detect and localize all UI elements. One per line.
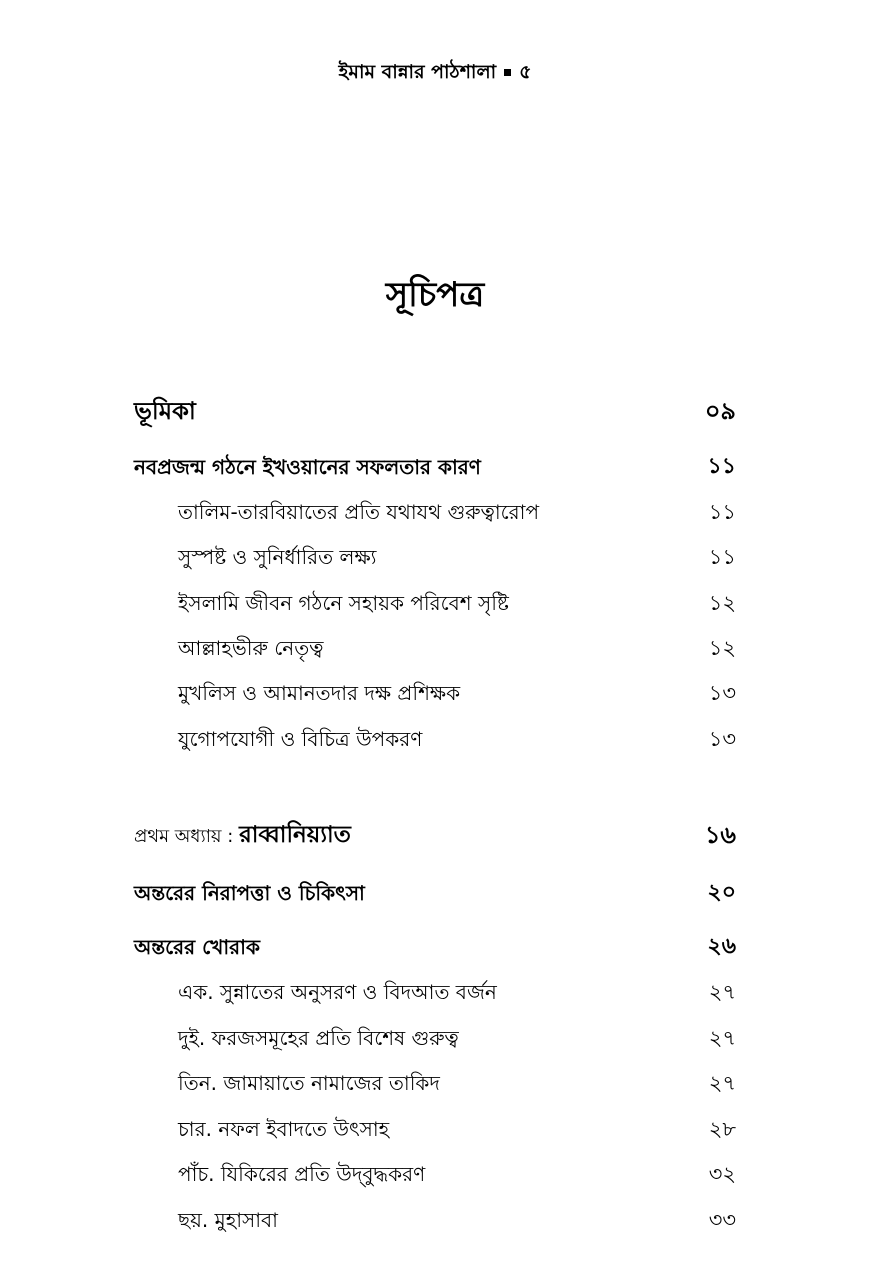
- toc-subentry[interactable]: [0, 1112, 870, 1146]
- toc-subentry[interactable]: [0, 1203, 870, 1237]
- toc-entry-page: ১১: [707, 454, 736, 479]
- toc-entry-page: ২০: [707, 880, 736, 905]
- toc-chapter-label: [134, 818, 351, 854]
- toc-subentry-page: ২৮: [708, 1117, 736, 1141]
- chapter-prefix: প্রথম অধ্যায় :: [134, 826, 234, 847]
- toc-entry-label: অন্তরের নিরাপত্তা ও চিকিৎসা: [134, 881, 365, 905]
- chapter-title: রাব্বানিয়্যাত: [239, 822, 351, 848]
- toc-subentry-page: ১১: [708, 500, 736, 524]
- toc-subentry-label: চার. নফল ইবাদতে উৎসাহ: [178, 1117, 390, 1141]
- toc-subentry-label: তিন. জামায়াতে নামাজের তাকিদ: [178, 1071, 440, 1095]
- toc-subentry-label: দুই. ফরজসমূহের প্রতি বিশেষ গুরুত্ব: [178, 1026, 459, 1050]
- toc-subentry-label: সুস্পষ্ট ও সুনির্ধারিত লক্ষ্য: [178, 545, 377, 569]
- toc-subentry[interactable]: [0, 975, 870, 1009]
- toc-entry-label: অন্তরের খোরাক: [134, 935, 260, 959]
- toc-subentry[interactable]: [0, 631, 870, 665]
- toc-subentry[interactable]: [0, 722, 870, 756]
- toc-subentry-page: ১৩: [708, 727, 736, 751]
- toc-subentry[interactable]: [0, 1066, 870, 1100]
- toc-entry-chapter-1[interactable]: [0, 818, 870, 852]
- toc-subentry[interactable]: [0, 495, 870, 529]
- toc-entry-page: ২৬: [707, 934, 736, 959]
- toc-subentry-page: ৩৩: [708, 1208, 736, 1232]
- toc-subentry-page: ১২: [708, 591, 736, 615]
- toc-subentry-page: ২৭: [708, 980, 736, 1004]
- toc-entry-section-3[interactable]: [0, 930, 870, 964]
- toc-subentry-page: ২৭: [708, 1071, 736, 1095]
- toc-subentry[interactable]: [0, 1157, 870, 1191]
- toc-subentry-label: তালিম-তারবিয়াতের প্রতি যথাযথ গুরুত্বারোপ: [178, 500, 540, 524]
- toc-entry-label: নবপ্রজন্ম গঠনে ইখওয়ানের সফলতার কারণ: [134, 455, 481, 479]
- toc-entry-page: ১৬: [704, 821, 736, 849]
- toc-subentry[interactable]: [0, 540, 870, 574]
- header-page-number: ৫: [519, 61, 532, 83]
- toc-subentry-label: মুখলিস ও আমানতদার দক্ষ প্রশিক্ষক: [178, 681, 461, 705]
- toc-subentry-label: আল্লাহভীরু নেতৃত্ব: [178, 636, 324, 660]
- toc-subentry-page: ১৩: [708, 681, 736, 705]
- toc-subentry-page: ১২: [708, 636, 736, 660]
- toc-entry-label: ভূমিকা: [134, 397, 196, 425]
- page-title: সূচিপত্র: [385, 275, 485, 315]
- toc-subentry-label: ছয়. মুহাসাবা: [178, 1208, 278, 1232]
- book-title: ইমাম বান্নার পাঠশালা: [338, 61, 497, 83]
- toc-subentry-page: ১১: [708, 545, 736, 569]
- toc-subentry[interactable]: [0, 1021, 870, 1055]
- toc-entry-section-1[interactable]: [0, 450, 870, 484]
- toc-subentry-label: পাঁচ. যিকিরের প্রতি উদ্‌বুদ্ধকরণ: [178, 1162, 426, 1186]
- toc-entry-section-2[interactable]: [0, 876, 870, 910]
- toc-subentry[interactable]: [0, 586, 870, 620]
- toc-subentry[interactable]: [0, 676, 870, 710]
- toc-entry-bhumika[interactable]: [0, 394, 870, 428]
- toc-subentry-page: ২৭: [708, 1026, 736, 1050]
- toc-subentry-label: এক. সুন্নাতের অনুসরণ ও বিদআত বর্জন: [178, 980, 497, 1004]
- toc-entry-page: ০৯: [704, 397, 736, 425]
- toc-subentry-label: যুগোপযোগী ও বিচিত্র উপকরণ: [178, 727, 423, 751]
- toc-subentry-page: ৩২: [708, 1162, 736, 1186]
- toc-subentry-label: ইসলামি জীবন গঠনে সহায়ক পরিবেশ সৃষ্টি: [178, 591, 509, 615]
